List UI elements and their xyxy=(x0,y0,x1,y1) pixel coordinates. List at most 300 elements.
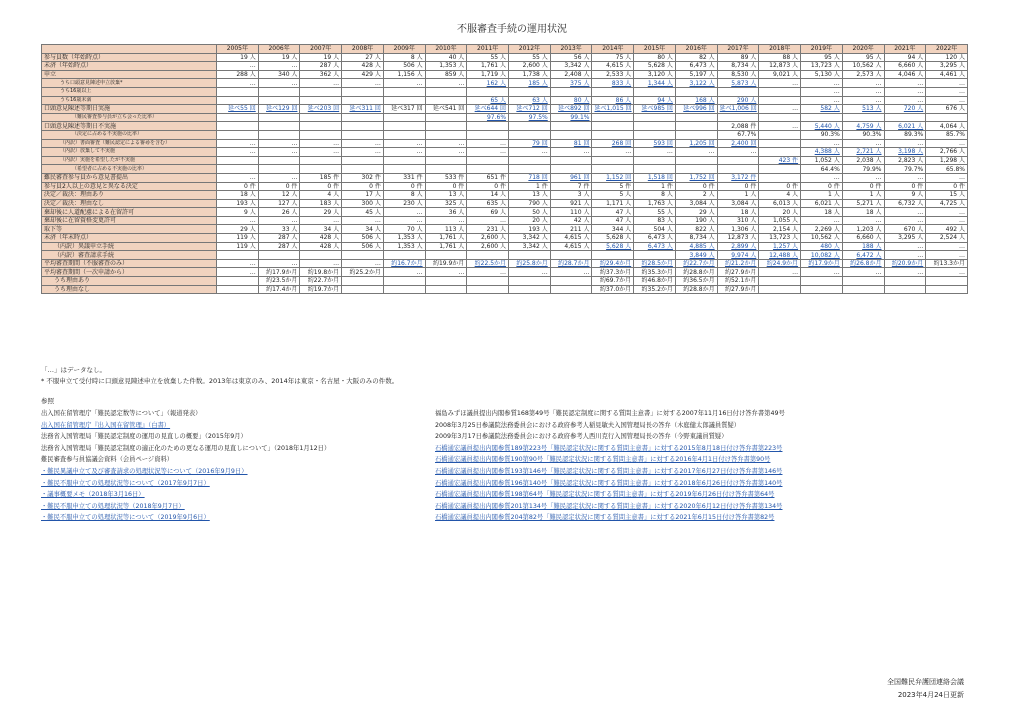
table-cell xyxy=(759,96,801,105)
table-cell xyxy=(383,96,425,105)
cell-link[interactable]: 1,518 回 xyxy=(647,174,673,182)
row-label: （希望者に占める不実施の比率） xyxy=(42,165,217,174)
cell-link[interactable]: 1,344 人 xyxy=(647,79,673,87)
table-cell: 47 人 xyxy=(592,216,634,225)
cell-link[interactable]: 延べ203 回 xyxy=(307,105,340,113)
table-cell: 1 件 xyxy=(634,182,676,191)
table-cell: … xyxy=(342,148,384,157)
table-cell: 113 人 xyxy=(425,225,467,234)
table-cell: 2,533 人 xyxy=(592,70,634,79)
table-cell xyxy=(759,165,801,174)
table-row xyxy=(42,191,968,200)
table-cell xyxy=(258,165,300,174)
table-cell xyxy=(675,251,717,260)
table-cell: 340 人 xyxy=(258,70,300,79)
table-cell: 3,342 人 xyxy=(509,234,551,243)
table-cell: 1 人 xyxy=(842,191,884,200)
table-cell xyxy=(425,113,467,122)
reference-link[interactable]: ・難民不服申立ての処理状況等（2018年9月7日） xyxy=(41,502,185,510)
cell-link[interactable]: 4,388 人 xyxy=(814,148,840,156)
cell-link[interactable]: 延べ892 回 xyxy=(558,105,590,113)
table-cell: 79.9% xyxy=(842,165,884,174)
table-cell: 2,524 人 xyxy=(926,234,968,243)
table-cell xyxy=(383,285,425,294)
cell-link[interactable]: 12,488 人 xyxy=(769,251,799,259)
table-cell: 80 人 xyxy=(634,53,676,62)
cell-link[interactable]: 961 回 xyxy=(570,174,590,182)
cell-link[interactable]: 97.6% xyxy=(486,114,507,122)
table-cell: 211 人 xyxy=(550,225,592,234)
table-cell: 33 人 xyxy=(258,225,300,234)
table-cell xyxy=(759,285,801,294)
table-cell xyxy=(842,251,884,260)
reference-link[interactable]: 石橋通宏議員提出内閣参質201第134号「難民認定状況に関する質問主意書」に対する2020年6月12日付け答弁書第134号 xyxy=(435,502,783,510)
table-cell: 2 人 xyxy=(675,191,717,200)
table-cell xyxy=(509,122,551,131)
table-cell xyxy=(634,96,676,105)
table-cell: … xyxy=(759,268,801,277)
cell-link[interactable]: 3,122 人 xyxy=(689,79,715,87)
table-cell: 119 人 xyxy=(217,234,259,243)
table-cell xyxy=(592,105,634,114)
table-cell: 533 件 xyxy=(425,173,467,182)
cell-link[interactable]: 833 人 xyxy=(611,79,632,87)
cell-link[interactable]: 375 人 xyxy=(570,79,590,87)
cell-link[interactable]: 6,473 人 xyxy=(647,242,673,250)
table-cell: 1,306 人 xyxy=(717,225,759,234)
row-label: （難民審査参与員が立ち会った比率） xyxy=(42,113,217,122)
table-cell: 8,734 人 xyxy=(717,62,759,71)
cell-link[interactable]: 1,257 人 xyxy=(772,242,799,250)
table-row xyxy=(42,199,968,208)
row-label: 参与員2人以上の意見と異なる決定 xyxy=(42,182,217,191)
table-cell: 1,171 人 xyxy=(592,199,634,208)
table-cell: … xyxy=(300,148,342,157)
table-cell: … xyxy=(217,173,259,182)
cell-link[interactable]: 268 回 xyxy=(611,139,632,147)
table-cell xyxy=(217,96,259,105)
table-cell: 3 人 xyxy=(550,191,592,200)
table-cell xyxy=(425,285,467,294)
row-label: 棄却後に在留資格変更許可 xyxy=(42,216,217,225)
cell-link[interactable]: 513 人 xyxy=(862,105,882,113)
table-cell: 5,628 人 xyxy=(592,234,634,243)
cell-link[interactable]: 720 人 xyxy=(903,105,924,113)
table-cell xyxy=(467,259,509,268)
table-cell: 88 人 xyxy=(759,53,801,62)
table-cell: 約28.8か月 xyxy=(675,268,717,277)
cell-link[interactable]: 6,021 人 xyxy=(898,122,924,130)
cell-link[interactable]: 延べ985 回 xyxy=(641,105,673,113)
row-label: うち理由あり xyxy=(42,277,217,286)
cell-link[interactable]: 480 人 xyxy=(820,242,840,250)
year-header: 2008年 xyxy=(342,45,384,54)
table-cell: 約27.9か月 xyxy=(717,268,759,277)
table-cell: … xyxy=(300,79,342,88)
table-cell: 36 人 xyxy=(425,208,467,217)
cell-link[interactable]: 約28.7か月 xyxy=(558,260,590,268)
table-cell xyxy=(842,259,884,268)
table-cell: 1 人 xyxy=(801,191,843,200)
table-cell xyxy=(592,165,634,174)
table-cell xyxy=(926,113,968,122)
table-cell: 約52.1か月 xyxy=(717,277,759,286)
table-cell xyxy=(509,173,551,182)
table-cell: 5,130 人 xyxy=(801,70,843,79)
cell-link[interactable]: 168 人 xyxy=(695,96,715,104)
reference-link[interactable]: 石橋通宏議員提出内閣参質204第82号「難民認定状況に関する質問主意書」に対する2021年6月15日付け答弁書第82号 xyxy=(435,514,775,522)
table-cell: 2,269 人 xyxy=(801,225,843,234)
cell-link[interactable]: 63 人 xyxy=(532,96,548,104)
reference-link[interactable]: 石橋通宏議員提出内閣参質190第90号「難民認定状況に関する質問主意書」に対する2016年4月1日付け答弁書第90号 xyxy=(435,456,771,464)
year-header: 2012年 xyxy=(509,45,551,54)
reference-link[interactable]: 出入国在留管理庁『出入国在留管理』（白書） xyxy=(41,421,171,429)
table-cell: … xyxy=(300,139,342,148)
table-cell: 6,660 人 xyxy=(884,62,926,71)
table-cell xyxy=(592,251,634,260)
reference-link[interactable]: ・議事概要メモ（2018年3月16日） xyxy=(41,491,145,499)
year-header: 2007年 xyxy=(300,45,342,54)
table-cell xyxy=(634,79,676,88)
table-cell xyxy=(467,285,509,294)
cell-link[interactable]: 2,400 回 xyxy=(731,139,757,147)
row-label: 平均審査期間（不服審査のみ） xyxy=(42,259,217,268)
table-cell xyxy=(509,79,551,88)
cell-link[interactable]: 188 人 xyxy=(862,242,882,250)
table-cell: 8 人 xyxy=(383,53,425,62)
table-cell: 13,723 人 xyxy=(759,234,801,243)
table-cell xyxy=(217,251,259,260)
table-cell xyxy=(717,242,759,251)
table-cell xyxy=(759,113,801,122)
cell-link[interactable]: 423 件 xyxy=(778,157,799,165)
table-cell: … xyxy=(926,96,968,105)
row-label: （内訳）異議申立手続 xyxy=(42,242,217,251)
cell-link[interactable]: 3,849 人 xyxy=(689,251,715,259)
table-cell xyxy=(258,105,300,114)
cell-link[interactable]: 290 人 xyxy=(736,96,757,104)
year-header: 2010年 xyxy=(425,45,467,54)
cell-link[interactable]: 延べ129 回 xyxy=(266,105,298,113)
table-cell: … xyxy=(258,62,300,71)
table-cell: 1,719 人 xyxy=(467,70,509,79)
table-cell: 約25.2か月 xyxy=(342,268,384,277)
table-cell xyxy=(509,96,551,105)
table-cell: 2,600 人 xyxy=(509,62,551,71)
table-cell: 85.7% xyxy=(926,130,968,139)
table-cell: 0 件 xyxy=(801,182,843,191)
table-cell xyxy=(842,285,884,294)
cell-link[interactable]: 99.1% xyxy=(570,114,590,122)
table-cell xyxy=(550,122,592,131)
table-cell xyxy=(759,139,801,148)
table-cell: … xyxy=(550,268,592,277)
cell-link[interactable]: 80 人 xyxy=(573,96,590,104)
table-cell: 3,295 人 xyxy=(926,62,968,71)
table-cell xyxy=(550,156,592,165)
table-cell xyxy=(801,242,843,251)
cell-link[interactable]: 79 回 xyxy=(532,139,548,147)
table-cell xyxy=(717,156,759,165)
cell-link[interactable]: 86 人 xyxy=(615,96,632,104)
table-cell xyxy=(509,277,551,286)
cell-link[interactable]: 1,152 回 xyxy=(606,174,632,182)
cell-link[interactable]: 593 回 xyxy=(653,139,673,147)
cell-link[interactable]: 約21.2か月 xyxy=(724,260,757,268)
cell-link[interactable]: 718 回 xyxy=(528,174,548,182)
cell-link[interactable]: 延べ311 回 xyxy=(349,105,381,113)
cell-link[interactable]: 9,974 人 xyxy=(731,251,757,259)
table-cell: 1,156 人 xyxy=(383,70,425,79)
table-cell: 506 人 xyxy=(342,242,384,251)
operations-table xyxy=(41,44,968,294)
cell-link[interactable]: 4,885 人 xyxy=(689,242,715,250)
cell-link[interactable]: 2,721 人 xyxy=(856,148,882,156)
cell-link[interactable]: 約25.8か月 xyxy=(516,260,548,268)
row-label: うち16歳未満 xyxy=(42,96,217,105)
cell-link[interactable]: 3,198 人 xyxy=(898,148,924,156)
table-cell: 120 人 xyxy=(926,53,968,62)
table-cell: 127 人 xyxy=(258,199,300,208)
reference-item: 2008年3月25日参議院法務委員会における政府参考人稲見敏夫入国管理局長の答弁（木庭健太郎議員質疑） xyxy=(435,421,741,429)
table-cell: … xyxy=(884,173,926,182)
table-cell xyxy=(884,105,926,114)
table-cell: … xyxy=(926,216,968,225)
cell-link[interactable]: 延べ644 回 xyxy=(474,105,507,113)
table-cell: 2,408 人 xyxy=(550,70,592,79)
row-label: 口頭意見陳述等期日不実施 xyxy=(42,122,217,131)
table-cell: … xyxy=(217,259,259,268)
cell-link[interactable]: 延べ1,015 回 xyxy=(594,105,632,113)
table-cell: … xyxy=(801,139,843,148)
cell-link[interactable]: 約17.9か月 xyxy=(808,260,840,268)
cell-link[interactable]: 約26.8か月 xyxy=(850,260,882,268)
table-cell xyxy=(717,87,759,96)
table-cell xyxy=(342,165,384,174)
table-cell: 0 件 xyxy=(300,182,342,191)
table-cell: 1,298 人 xyxy=(926,156,968,165)
table-cell xyxy=(717,79,759,88)
table-cell xyxy=(592,139,634,148)
table-cell xyxy=(634,139,676,148)
table-cell xyxy=(425,165,467,174)
table-cell: 7 件 xyxy=(550,182,592,191)
table-cell: 4,615 人 xyxy=(550,242,592,251)
table-cell xyxy=(383,156,425,165)
table-cell: 8,734 人 xyxy=(675,234,717,243)
table-cell xyxy=(634,122,676,131)
table-cell xyxy=(342,277,384,286)
table-cell: 約35.3か月 xyxy=(634,268,676,277)
table-cell xyxy=(217,156,259,165)
reference-link[interactable]: 石橋通宏議員提出内閣参質198第64号「難民認定状況に関する質問主意書」に対する2019年6月26日付け答弁書第64号 xyxy=(435,491,775,499)
table-cell: … xyxy=(842,268,884,277)
cell-link[interactable]: 3,172 件 xyxy=(731,174,757,182)
table-cell: 193 人 xyxy=(217,199,259,208)
table-cell: … xyxy=(258,216,300,225)
table-cell: 4 人 xyxy=(300,191,342,200)
table-cell: … xyxy=(258,79,300,88)
table-cell: 822 人 xyxy=(675,225,717,234)
table-cell: 55 人 xyxy=(509,53,551,62)
table-cell: 287 人 xyxy=(300,62,342,71)
table-cell: … xyxy=(884,208,926,217)
table-cell: 約22.7か月 xyxy=(300,277,342,286)
table-cell: 3,120 人 xyxy=(634,70,676,79)
table-cell: … xyxy=(383,148,425,157)
table-cell: 428 人 xyxy=(300,234,342,243)
table-cell xyxy=(675,130,717,139)
note-line: 「…」はデータなし。 xyxy=(41,366,106,374)
table-cell: 325 人 xyxy=(425,199,467,208)
cell-link[interactable]: 延べ55 回 xyxy=(228,105,256,113)
table-cell: 302 件 xyxy=(342,173,384,182)
cell-link[interactable]: 65 人 xyxy=(490,96,507,104)
row-label: うち理由なし xyxy=(42,285,217,294)
cell-link[interactable]: 約22.5か月 xyxy=(474,260,507,268)
table-cell: 1,761 人 xyxy=(425,242,467,251)
table-cell xyxy=(217,165,259,174)
cell-link[interactable]: 延べ996 回 xyxy=(683,105,715,113)
table-cell xyxy=(258,251,300,260)
table-cell: 4,615 人 xyxy=(550,234,592,243)
cell-link[interactable]: 延べ1,006 回 xyxy=(719,105,757,113)
table-cell: 231 人 xyxy=(467,225,509,234)
cell-link[interactable]: 2,899 人 xyxy=(731,242,757,250)
table-cell: 287 人 xyxy=(258,234,300,243)
cell-link[interactable]: 1,752 回 xyxy=(689,174,715,182)
table-cell: … xyxy=(217,268,259,277)
row-label: 決定／裁決：理由あり xyxy=(42,191,217,200)
table-cell: … xyxy=(801,173,843,182)
table-cell: 9,021 人 xyxy=(759,70,801,79)
table-cell xyxy=(425,277,467,286)
row-label: 棄却後に人道配慮による在留許可 xyxy=(42,208,217,217)
cell-link[interactable]: 約22.7か月 xyxy=(683,260,715,268)
table-cell: 288 人 xyxy=(217,70,259,79)
table-row xyxy=(42,165,968,174)
row-label: （内訳）放棄して不実施 xyxy=(42,148,217,157)
table-cell xyxy=(550,165,592,174)
table-cell xyxy=(383,130,425,139)
reference-link[interactable]: ・難民不服申立ての処理状況等について（2017年9月7日） xyxy=(41,479,210,487)
table-cell: 1,763 人 xyxy=(634,199,676,208)
cell-link[interactable]: 5,628 人 xyxy=(606,242,632,250)
table-cell: 延べ541 回 xyxy=(425,105,467,114)
cell-link[interactable]: 185 人 xyxy=(528,79,548,87)
cell-link[interactable]: 582 人 xyxy=(820,105,840,113)
reference-link[interactable]: 石橋通宏議員提出内閣参質193第146号「難民認定状況に関する質問主意書」に対する2017年6月27日付け答弁書第146号 xyxy=(435,467,783,475)
cell-link[interactable]: 約16.7か月 xyxy=(391,260,423,268)
cell-link[interactable]: 5,873 人 xyxy=(731,79,757,87)
table-cell xyxy=(467,251,509,260)
table-cell: … xyxy=(300,259,342,268)
table-cell xyxy=(550,285,592,294)
table-cell xyxy=(592,122,634,131)
cell-link[interactable]: 1,205 回 xyxy=(689,139,715,147)
table-cell xyxy=(717,96,759,105)
table-cell: 延べ317 回 xyxy=(383,105,425,114)
table-cell xyxy=(550,130,592,139)
table-cell: 約46.8か月 xyxy=(634,277,676,286)
table-cell: 119 人 xyxy=(217,242,259,251)
table-cell: … xyxy=(842,96,884,105)
table-cell: 3,084 人 xyxy=(717,199,759,208)
table-cell: 193 人 xyxy=(509,225,551,234)
table-cell: 0 件 xyxy=(675,182,717,191)
table-cell: 12,873 人 xyxy=(717,234,759,243)
table-cell: … xyxy=(801,79,843,88)
table-cell xyxy=(592,259,634,268)
reference-link[interactable]: ・難民不服申立ての処理状況等について（2019年9月6日） xyxy=(41,514,210,522)
table-cell: 6,732 人 xyxy=(884,199,926,208)
table-cell: … xyxy=(258,173,300,182)
table-cell: 67.7% xyxy=(717,130,759,139)
table-cell: … xyxy=(509,268,551,277)
cell-link[interactable]: 約28.5か月 xyxy=(641,260,673,268)
table-cell xyxy=(759,277,801,286)
table-cell xyxy=(300,87,342,96)
table-cell xyxy=(842,113,884,122)
cell-link[interactable]: 162 人 xyxy=(486,79,507,87)
table-cell: … xyxy=(467,139,509,148)
table-cell xyxy=(592,173,634,182)
cell-link[interactable]: 97.5% xyxy=(528,114,548,122)
row-label: 申立 xyxy=(42,70,217,79)
table-cell: 2,600 人 xyxy=(467,234,509,243)
table-cell: 287 人 xyxy=(258,242,300,251)
cell-link[interactable]: 10,082 人 xyxy=(810,251,840,259)
cell-link[interactable]: 4,759 人 xyxy=(856,122,882,130)
table-cell xyxy=(425,156,467,165)
table-cell: … xyxy=(842,79,884,88)
table-cell xyxy=(759,87,801,96)
reference-link[interactable]: 石橋通宏議員提出内閣参質196第140号「難民認定状況に関する質問主意書」に対する2018年6月26日付け答弁書第140号 xyxy=(435,479,783,487)
table-cell xyxy=(759,130,801,139)
table-cell xyxy=(342,156,384,165)
table-cell: 約19.7か月 xyxy=(300,285,342,294)
table-cell: 約27.9か月 xyxy=(717,285,759,294)
table-row xyxy=(42,79,968,88)
year-header: 2006年 xyxy=(258,45,300,54)
table-cell: 40 人 xyxy=(425,53,467,62)
table-cell xyxy=(467,122,509,131)
table-cell xyxy=(300,165,342,174)
table-cell: 29 人 xyxy=(675,208,717,217)
reference-link[interactable]: 石橋通宏議員提出内閣参質189第223号「難民認定状況に関する質問主意書」に対する2015年8月18日付け答弁書第223号 xyxy=(435,444,783,452)
cell-link[interactable]: 5,440 人 xyxy=(814,122,840,130)
table-cell xyxy=(550,251,592,260)
cell-link[interactable]: 約29.4か月 xyxy=(599,260,632,268)
cell-link[interactable]: 約20.9か月 xyxy=(891,260,924,268)
table-row xyxy=(42,216,968,225)
table-cell: 94 人 xyxy=(884,53,926,62)
table-cell: 12 人 xyxy=(258,191,300,200)
table-cell xyxy=(634,130,676,139)
reference-link[interactable]: ・難民異議申立て及び審査請求の処理状況等について（2016年9月9日） xyxy=(41,467,248,475)
table-cell xyxy=(842,277,884,286)
row-label: 取下等 xyxy=(42,225,217,234)
cell-link[interactable]: 延べ712 回 xyxy=(516,105,548,113)
cell-link[interactable]: 81 回 xyxy=(573,139,590,147)
table-cell: 1 人 xyxy=(717,191,759,200)
cell-link[interactable]: 94 人 xyxy=(657,96,673,104)
table-cell: … xyxy=(467,148,509,157)
cell-link[interactable]: 6,472 人 xyxy=(856,251,882,259)
references-heading: 参照 xyxy=(41,397,54,405)
table-cell: 約13.3か月 xyxy=(926,259,968,268)
cell-link[interactable]: 約24.9か月 xyxy=(766,260,799,268)
